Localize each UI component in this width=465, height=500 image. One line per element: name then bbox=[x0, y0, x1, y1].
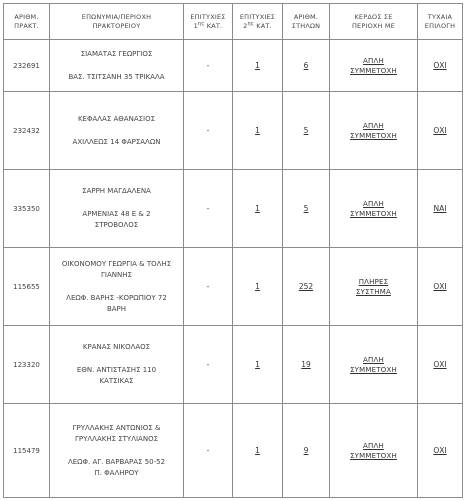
header-gain: ΚΕΡΔΟΣ ΣΕ ΠΕΡΙΟΧΗ ΜΕ bbox=[330, 4, 418, 40]
table-row bbox=[4, 248, 463, 326]
gain-text: ΣΥΣΤΗΜΑ bbox=[356, 287, 391, 296]
agent-name: ΟΙΚΟΝΟΜΟΥ ΓΕΩΡΓΙΑ & ΤΟΛΗΣ bbox=[61, 259, 172, 268]
random-link[interactable]: ΟΧΙ bbox=[433, 360, 447, 369]
table-row bbox=[4, 40, 463, 92]
agent-number: 123320 bbox=[4, 326, 50, 404]
random-cell bbox=[418, 404, 463, 498]
gain-link[interactable] bbox=[350, 56, 397, 76]
agent-name-area bbox=[50, 40, 184, 92]
agent-name-area bbox=[50, 92, 184, 170]
second-category-link[interactable]: 1 bbox=[255, 360, 260, 369]
gain-cell bbox=[330, 248, 418, 326]
agent-name-area bbox=[50, 404, 184, 498]
header-agent-no: ΑΡΙΘΜ. ΠΡΑΚΤ. bbox=[4, 4, 50, 40]
agent-number: 232432 bbox=[4, 92, 50, 170]
agent-name: ΓΡΥΛΛΑΚΗΣ ΣΤΥΛΙΑΝΟΣ bbox=[74, 434, 159, 443]
columns-cell bbox=[283, 326, 330, 404]
random-link[interactable]: ΟΧΙ bbox=[433, 126, 447, 135]
first-category-cell bbox=[184, 326, 233, 404]
first-category-cell bbox=[184, 248, 233, 326]
gain-text: ΑΠΛΗ bbox=[363, 56, 384, 65]
header-random: ΤΥΧΑΙΑ ΕΠΙΛΟΓΗ bbox=[418, 4, 463, 40]
first-category-value: - bbox=[206, 360, 210, 369]
agent-number: 232691 bbox=[4, 40, 50, 92]
agent-number: 335350 bbox=[4, 170, 50, 248]
agent-number: 115479 bbox=[4, 404, 50, 498]
gain-text: ΣΥΜΜΕΤΟΧΗ bbox=[350, 131, 397, 140]
first-category-cell bbox=[184, 40, 233, 92]
columns-link[interactable]: 9 bbox=[303, 446, 309, 455]
columns-cell bbox=[283, 40, 330, 92]
table-row bbox=[4, 92, 463, 170]
agent-name-area bbox=[50, 170, 184, 248]
agent-address: ΛΕΩΦ. ΑΓ. ΒΑΡΒΑΡΑΣ 50-52 bbox=[67, 457, 166, 466]
first-category-value: - bbox=[206, 446, 210, 455]
table-header-row bbox=[4, 4, 463, 40]
gain-cell bbox=[330, 92, 418, 170]
gain-link[interactable] bbox=[350, 199, 397, 219]
random-link[interactable]: ΟΧΙ bbox=[433, 282, 447, 291]
random-cell bbox=[418, 92, 463, 170]
agent-address: ΕΘΝ. ΑΝΤΙΣΤΑΣΗΣ 110 bbox=[76, 366, 157, 374]
columns-link[interactable]: 5 bbox=[303, 204, 309, 213]
gain-text: ΠΛΗΡΕΣ bbox=[358, 277, 389, 286]
second-category-cell bbox=[233, 170, 283, 248]
agent-name: ΚΕΦΑΛΑΣ ΑΘΑΝΑΣΙΟΣ bbox=[77, 114, 156, 123]
table-row bbox=[4, 326, 463, 404]
first-category-value: - bbox=[206, 204, 210, 213]
agent-name: ΣΑΡΡΗ ΜΑΓΔΑΛΕΝΑ bbox=[82, 187, 151, 195]
random-cell bbox=[418, 170, 463, 248]
first-category-cell bbox=[184, 170, 233, 248]
gain-text: ΑΠΛΗ bbox=[363, 355, 384, 364]
columns-cell bbox=[283, 404, 330, 498]
agent-name: ΓΙΑΝΝΗΣ bbox=[101, 270, 132, 279]
table-row bbox=[4, 404, 463, 498]
random-cell bbox=[418, 40, 463, 92]
agent-address: ΒΑΣ. ΤΣΙΤΣΑΝΗ 35 ΤΡΙΚΑΛΑ bbox=[68, 72, 165, 81]
columns-link[interactable]: 6 bbox=[303, 61, 309, 70]
second-category-link[interactable]: 1 bbox=[255, 282, 260, 291]
columns-cell bbox=[283, 248, 330, 326]
random-link[interactable]: ΟΧΙ bbox=[433, 446, 447, 455]
first-category-value: - bbox=[206, 126, 210, 135]
gain-text: ΑΠΛΗ bbox=[363, 441, 384, 450]
first-category-cell bbox=[184, 404, 233, 498]
random-link[interactable]: ΝΑΙ bbox=[433, 204, 447, 213]
agent-address: ΚΑΤΣΙΚΑΣ bbox=[99, 377, 134, 385]
agent-name: ΓΡΥΛΛΑΚΗΣ ΑΝΤΩΝΙΟΣ & bbox=[72, 423, 161, 432]
first-category-value: - bbox=[206, 61, 210, 70]
agent-address: ΒΑΡΗ bbox=[106, 304, 127, 313]
second-category-cell bbox=[233, 40, 283, 92]
random-cell bbox=[418, 248, 463, 326]
agent-address: ΑΡΜΕΝΙΑΣ 48 Ε & 2 bbox=[82, 210, 151, 218]
gain-text: ΣΥΜΜΕΤΟΧΗ bbox=[350, 451, 397, 460]
second-category-link[interactable]: 1 bbox=[255, 61, 260, 70]
gain-cell bbox=[330, 404, 418, 498]
gain-link[interactable] bbox=[350, 121, 397, 141]
agent-name: ΚΡΑΝΑΣ ΝΙΚΟΛΑΟΣ bbox=[82, 343, 151, 351]
columns-link[interactable]: 252 bbox=[298, 282, 314, 291]
second-category-cell bbox=[233, 326, 283, 404]
gain-text: ΣΥΜΜΕΤΟΧΗ bbox=[350, 66, 397, 75]
second-category-cell bbox=[233, 248, 283, 326]
gain-cell bbox=[330, 40, 418, 92]
table-row bbox=[4, 170, 463, 248]
gain-link[interactable] bbox=[350, 441, 397, 461]
gain-cell bbox=[330, 170, 418, 248]
gain-text: ΣΥΜΜΕΤΟΧΗ bbox=[350, 209, 397, 218]
header-second-category: ΕΠΙΤΥΧΙΕΣ $2^{\eta\varsigma}$ ΚΑΤ. bbox=[233, 4, 283, 40]
agent-address: ΛΕΩΦ. ΒΑΡΗΣ -ΚΟΡΩΠΙΟΥ 72 bbox=[66, 293, 167, 302]
columns-link[interactable]: 19 bbox=[301, 360, 311, 369]
agent-address: Π. ΦΑΛΗΡΟΥ bbox=[94, 468, 139, 477]
second-category-cell bbox=[233, 404, 283, 498]
second-category-link[interactable]: 1 bbox=[255, 446, 260, 455]
agent-name-area bbox=[50, 248, 184, 326]
gain-link[interactable] bbox=[356, 277, 391, 297]
agent-number: 115655 bbox=[4, 248, 50, 326]
gain-link[interactable] bbox=[350, 355, 397, 375]
table-body bbox=[4, 40, 463, 498]
columns-cell bbox=[283, 92, 330, 170]
random-cell bbox=[418, 326, 463, 404]
winners-table bbox=[3, 3, 463, 498]
agent-name: ΣΙΑΜΑΤΑΣ ΓΕΩΡΓΙΟΣ bbox=[80, 49, 153, 58]
header-first-category: ΕΠΙΤΥΧΙΕΣ $1^{\eta\varsigma}$ ΚΑΤ. bbox=[184, 4, 233, 40]
gain-text: ΣΥΜΜΕΤΟΧΗ bbox=[350, 365, 397, 374]
gain-text: ΑΠΛΗ bbox=[363, 121, 384, 130]
columns-link[interactable]: 5 bbox=[303, 126, 309, 135]
random-link[interactable]: ΟΧΙ bbox=[433, 61, 447, 70]
second-category-link[interactable]: 1 bbox=[255, 204, 260, 213]
header-name-area: ΕΠΩΝΥΜΙΑ/ΠΕΡΙΟΧΗ ΠΡΑΚΤΟΡΕΙΟΥ bbox=[50, 4, 184, 40]
first-category-cell bbox=[184, 92, 233, 170]
header-columns: ΑΡΙΘΜ. ΣΤΗΛΩΝ bbox=[283, 4, 330, 40]
second-category-cell bbox=[233, 92, 283, 170]
first-category-value: - bbox=[206, 282, 210, 291]
agent-address: ΑΧΙΛΛΕΩΣ 14 ΦΑΡΣΑΛΩΝ bbox=[72, 137, 161, 146]
agent-name-area bbox=[50, 326, 184, 404]
agent-address: ΣΤΡΟΒΟΛΟΣ bbox=[94, 221, 139, 229]
columns-cell bbox=[283, 170, 330, 248]
gain-text: ΑΠΛΗ bbox=[363, 199, 384, 208]
gain-cell bbox=[330, 326, 418, 404]
second-category-link[interactable]: 1 bbox=[255, 126, 260, 135]
